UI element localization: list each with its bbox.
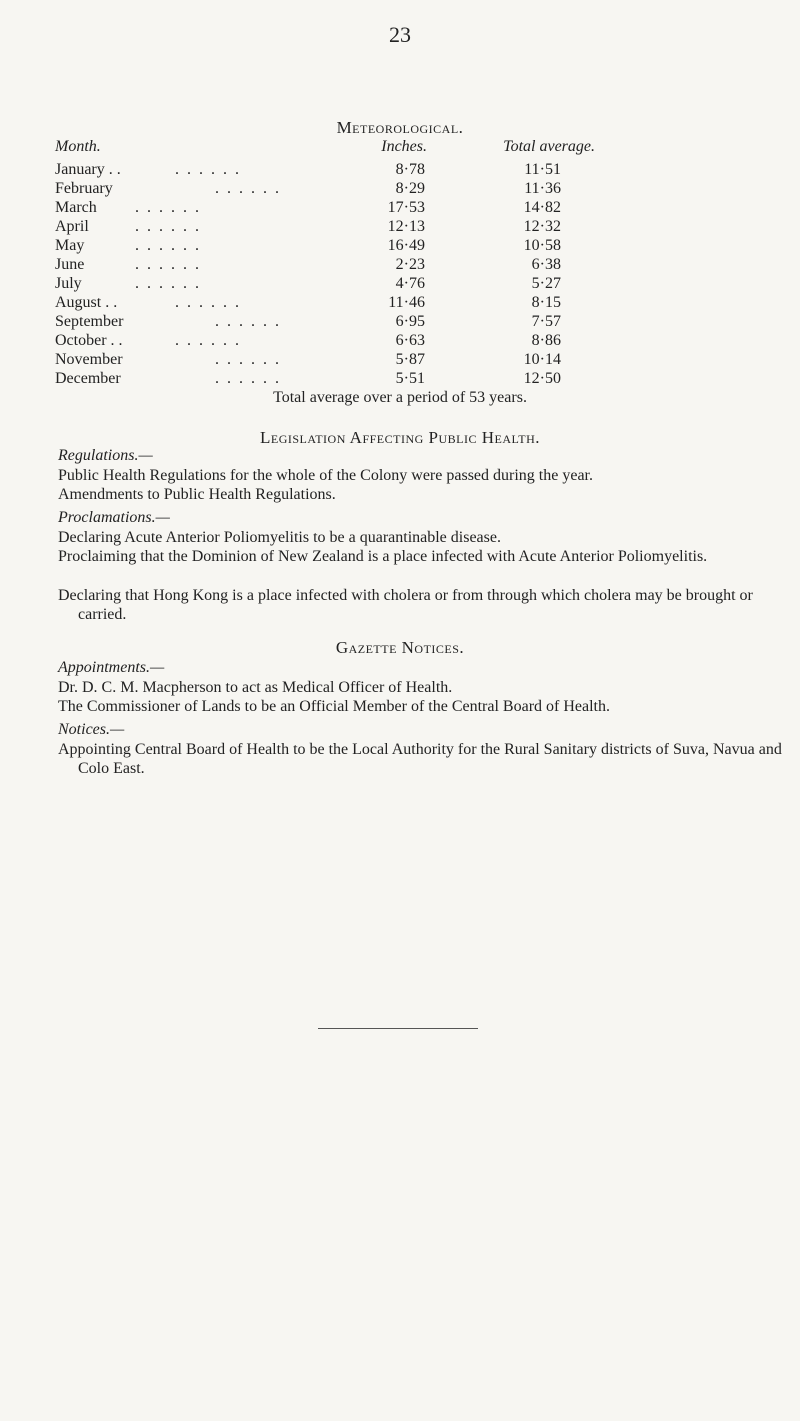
average-cell: 8·15 xyxy=(531,294,561,311)
gazette-heading: Gazette Notices. xyxy=(335,638,465,657)
inches-cell: 6·95 xyxy=(395,313,425,330)
appointments-label: Appointments.— xyxy=(58,659,165,676)
average-cell: 11·36 xyxy=(524,180,561,197)
inches-cell: 16·49 xyxy=(387,237,425,254)
month-cell: April xyxy=(55,218,89,235)
inches-cell: 4·76 xyxy=(395,275,425,292)
leader-dots: . . . . . . xyxy=(135,199,201,216)
average-cell: 12·32 xyxy=(523,218,561,235)
closing-rule xyxy=(318,1028,478,1029)
table-row xyxy=(55,180,755,200)
month-cell: May xyxy=(55,237,85,254)
legislation-heading: Legislation Affecting Public Health. xyxy=(259,428,540,447)
table-row xyxy=(55,275,755,295)
month-cell: February xyxy=(55,180,113,197)
month-cell: July xyxy=(55,275,82,292)
average-cell: 6·38 xyxy=(531,256,561,273)
regulation-item: Public Health Regulations for the whole of the Colony were passed during the year. xyxy=(58,467,593,484)
average-cell: 12·50 xyxy=(523,370,561,387)
inches-cell: 8·78 xyxy=(395,161,425,178)
average-cell: 5·27 xyxy=(531,275,561,292)
table-note: Total average over a period of 53 years. xyxy=(273,389,527,406)
month-cell: June xyxy=(55,256,85,273)
table-row xyxy=(55,199,755,219)
table-row xyxy=(55,237,755,257)
leader-dots: . . . . . . xyxy=(135,237,201,254)
leader-dots: . . . . . . xyxy=(215,180,281,197)
leader-dots: . . . . . . xyxy=(135,256,201,273)
table-row xyxy=(55,161,755,181)
average-cell: 14·82 xyxy=(523,199,561,216)
inches-cell: 12·13 xyxy=(387,218,425,235)
month-cell: December xyxy=(55,370,121,387)
leader-dots: . . . . . . xyxy=(215,370,281,387)
inches-cell: 17·53 xyxy=(387,199,425,216)
proclamation-item: Declaring that Hong Kong is a place infected with cholera or from through which cholera may be brought or carried. xyxy=(58,587,753,623)
page-number: 23 xyxy=(389,22,411,47)
leader-dots: . . . . . . xyxy=(135,218,201,235)
appointment-item: Dr. D. C. M. Macpherson to act as Medical Officer of Health. xyxy=(58,679,453,696)
month-cell: March xyxy=(55,199,97,216)
proclamation-item: Proclaiming that the Dominion of New Zealand is a place infected with Acute Anterior Poliomyelitis. xyxy=(58,548,708,565)
month-cell: November xyxy=(55,351,123,368)
month-cell: August . . xyxy=(55,294,118,311)
col-header-month: Month. xyxy=(55,138,101,155)
regulation-item: Amendments to Public Health Regulations. xyxy=(58,486,336,503)
table-row xyxy=(55,256,755,276)
leader-dots: . . . . . . xyxy=(215,351,281,368)
regulations-label: Regulations.— xyxy=(58,447,153,464)
col-header-total-average: Total average. xyxy=(503,138,595,155)
leader-dots: . . . . . . xyxy=(135,275,201,292)
average-cell: 11·51 xyxy=(524,161,561,178)
col-header-inches: Inches. xyxy=(381,138,427,155)
table-row xyxy=(55,313,755,333)
average-cell: 8·86 xyxy=(531,332,561,349)
meteorological-heading: Meteorological. xyxy=(336,118,464,137)
inches-cell: 11·46 xyxy=(388,294,425,311)
average-cell: 7·57 xyxy=(531,313,561,330)
average-cell: 10·14 xyxy=(523,351,561,368)
leader-dots: . . . . . . xyxy=(175,294,241,311)
notice-item: Appointing Central Board of Health to be the Local Authority for the Rural Sanitary districts of Suva, Navua and Colo East. xyxy=(58,741,782,777)
inches-cell: 2·23 xyxy=(395,256,425,273)
appointment-item: The Commissioner of Lands to be an Official Member of the Central Board of Health. xyxy=(58,698,610,715)
proclamation-item: Declaring Acute Anterior Poliomyelitis to be a quarantinable disease. xyxy=(58,529,501,546)
month-cell: January . . xyxy=(55,161,121,178)
table-row xyxy=(55,218,755,238)
average-cell: 10·58 xyxy=(523,237,561,254)
month-cell: September xyxy=(55,313,124,330)
inches-cell: 5·51 xyxy=(395,370,425,387)
table-row xyxy=(55,332,755,352)
inches-cell: 8·29 xyxy=(395,180,425,197)
leader-dots: . . . . . . xyxy=(175,332,241,349)
month-cell: October . . xyxy=(55,332,123,349)
inches-cell: 6·63 xyxy=(395,332,425,349)
leader-dots: . . . . . . xyxy=(215,313,281,330)
proclamations-label: Proclamations.— xyxy=(58,509,170,526)
inches-cell: 5·87 xyxy=(395,351,425,368)
table-row xyxy=(55,294,755,314)
table-row xyxy=(55,370,755,390)
leader-dots: . . . . . . xyxy=(175,161,241,178)
table-row xyxy=(55,351,755,371)
notices-label: Notices.— xyxy=(58,721,125,738)
